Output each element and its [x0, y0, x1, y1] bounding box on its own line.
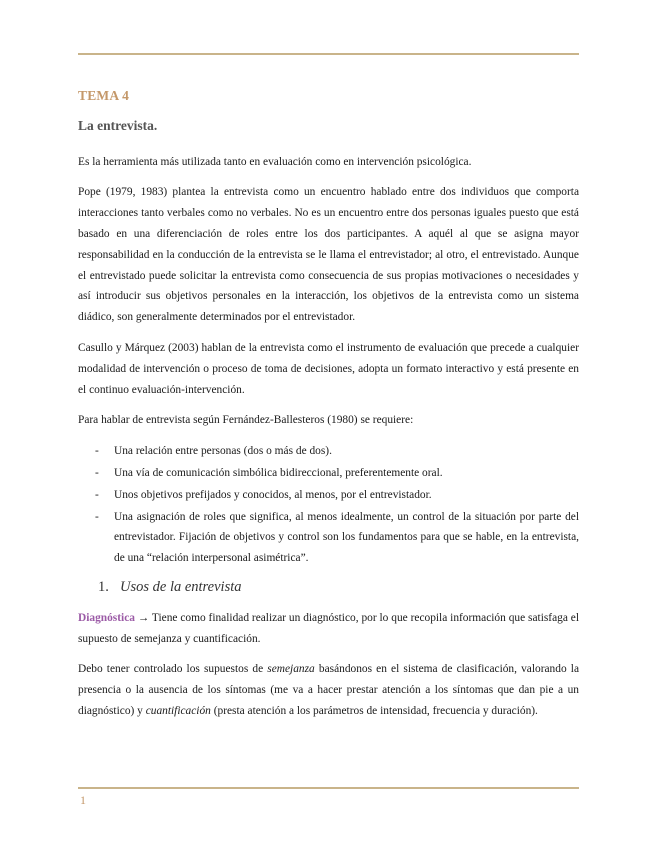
diagnostica-text: → Tiene como finalidad realizar un diagnóstico, por lo que recopila información que satisfaga el supuesto de semejanza y cuantificación. [78, 611, 579, 645]
list-item-text: Una asignación de roles que significa, al menos idealmente, un control de la situación por parte del entrevistador. Fijación de objetivos y control son los fundamentos para que se hable, en la entrevista, de una “relación interpersonal asimétrica”. [114, 510, 579, 565]
supuestos-text-1: Debo tener controlado los supuestos de [78, 663, 268, 676]
list-item [78, 441, 579, 462]
paragraph-diagnostica [78, 608, 579, 650]
list-item [78, 463, 579, 484]
list-dash: - [95, 445, 99, 458]
supuestos-text-3: (presta atención a los parámetros de intensidad, frecuencia y duración). [210, 704, 538, 717]
list-dash: - [95, 510, 99, 523]
supuestos-text-2: basándonos en el sistema de clasificación, valorando la presencia o la ausencia de los síntomas (me va a hacer prestar atención a los síntomas que dan pie a un diagnóstico) y [78, 663, 579, 717]
section-number: 1. [98, 578, 109, 595]
list-item [78, 485, 579, 506]
list-dash: - [95, 488, 99, 501]
paragraph-requisitos-intro: Para hablar de entrevista según Fernández-Ballesteros (1980) se requiere: [78, 414, 414, 427]
paragraph-pope: Pope (1979, 1983) plantea la entrevista como un encuentro hablado entre dos individuos que comporta interacciones tanto verbales como no verbales. No es un encuentro entre dos personas iguales puesto que está basado en una diferenciación de roles entre los dos participantes. A aquél al que se asigna mayor responsabilidad en la conducción de la entrevista se le llama el entrevistador; al otro, el entrevistado. Aunque el entrevistado puede solicitar la entrevista como consecuencia de sus propias motivaciones o necesidades y así introducir sus objetivos personales en la interacción, los objetivos de la entrevista como un sistema diádico, son generalmente determinados por el entrevistador. [78, 186, 579, 324]
footer-rule [78, 787, 579, 789]
term-cuantificacion: cuantificación [145, 704, 211, 717]
paragraph-intro: Es la herramienta más utilizada tanto en evaluación como en intervención psicológica. [78, 155, 472, 168]
header-rule [78, 53, 579, 55]
requisitos-list [78, 441, 579, 569]
paragraph-supuestos [78, 659, 579, 721]
list-item-text: Una relación entre personas (dos o más de dos). [114, 445, 332, 458]
list-item-text: Una vía de comunicación simbólica bidireccional, preferentemente oral. [114, 466, 443, 479]
section-title: Usos de la entrevista [120, 578, 242, 595]
list-dash: - [95, 466, 99, 479]
document-title: La entrevista. [78, 117, 158, 133]
paragraph-casullo: Casullo y Márquez (2003) hablan de la entrevista como el instrumento de evaluación que precede a cualquier modalidad de intervención o proceso de toma de decisiones, adopta un formato interactivo y está presente en el continuo evaluación-intervención. [78, 341, 579, 396]
page-number: 1 [80, 793, 86, 807]
chapter-heading: TEMA 4 [78, 88, 130, 103]
document-body [78, 86, 579, 732]
term-semejanza: semejanza [267, 663, 315, 676]
list-item-text: Unos objetivos prefijados y conocidos, al menos, por el entrevistador. [114, 488, 432, 501]
term-diagnostica: Diagnóstica [78, 611, 135, 624]
section-heading [98, 577, 579, 598]
list-item [78, 507, 579, 569]
